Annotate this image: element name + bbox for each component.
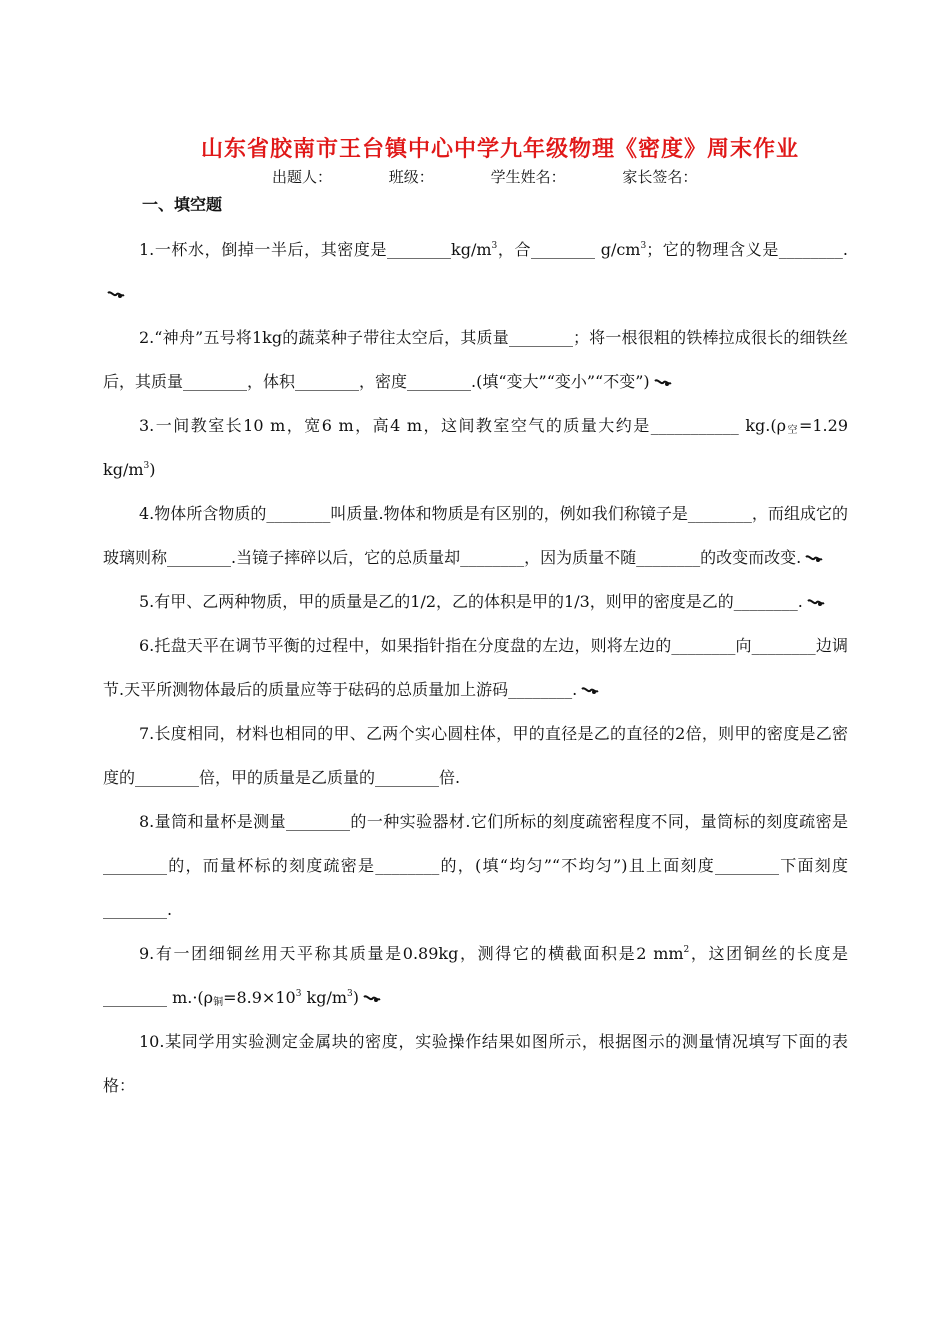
question-10-text: 10.某同学用实验测定金属块的密度，实验操作结果如图所示，根据图示的测量情况填写下面的表格： <box>103 1032 848 1095</box>
question-1 <box>103 228 848 316</box>
meta-row <box>272 166 749 187</box>
question-4 <box>103 492 848 580</box>
question-3-text-e: ) <box>149 460 156 479</box>
question-9-text-a: 9.有一团细铜丝用天平称其质量是0.89kg，测得它的横截面积是2 mm <box>139 944 684 963</box>
question-8-text: 8.量筒和量杯是测量________的一种实验器材.它们所标的刻度疏密程度不同，量筒标的刻度疏密是________的，而量杯标的刻度疏密是________的，(填“均匀”“不均匀”)且上面刻度________下面刻度________. <box>103 812 848 919</box>
scribble-mark-icon <box>807 598 825 608</box>
scribble-mark-icon <box>363 994 381 1004</box>
question-9-text-e: =8.9×10 <box>223 988 296 1007</box>
question-9-text-c: ，这团铜丝的长度是________ m.·(ρ <box>103 944 848 1007</box>
question-9-sup-1: 2 <box>683 945 690 955</box>
question-list <box>103 228 848 1108</box>
question-9 <box>103 932 848 1020</box>
setter-label: 出题人： <box>272 168 333 186</box>
scribble-mark-icon <box>581 686 599 696</box>
question-5-text: 5.有甲、乙两种物质，甲的质量是乙的1/2，乙的体积是甲的1/3，则甲的密度是乙的________. <box>139 592 803 611</box>
question-5 <box>103 580 848 624</box>
question-7-text: 7.长度相同，材料也相同的甲、乙两个实心圆柱体，甲的直径是乙的直径的2倍，则甲的密度是乙密度的________倍，甲的质量是乙质量的________倍. <box>103 724 848 787</box>
question-9-sup-3: 3 <box>347 989 353 999</box>
question-6-text: 6.托盘天平在调节平衡的过程中，如果指针指在分度盘的左边，则将左边的________向________边调节.天平所测物体最后的质量应等于砝码的总质量加上游码________. <box>103 636 848 699</box>
scribble-mark-icon <box>805 554 823 564</box>
parent-signature-label: 家长签名： <box>622 168 698 186</box>
question-1-sup-2: 3 <box>640 241 647 251</box>
class-label: 班级： <box>388 168 434 186</box>
scribble-mark-icon <box>654 378 672 388</box>
question-9-sup-2: 3 <box>295 989 302 999</box>
question-2-text: 2.“神舟”五号将1kg的蔬菜种子带往太空后，其质量________；将一根很粗的铁棒拉成很长的细铁丝后，其质量________，体积________，密度________.(填“变大”“变小”“不变”) <box>103 328 848 391</box>
question-3-sup: 3 <box>143 461 150 471</box>
section-heading: 一、填空题 <box>142 195 223 214</box>
question-6 <box>103 624 848 712</box>
question-4-text: 4.物体所含物质的________叫质量.物体和物质是有区别的，例如我们称镜子是________，而组成它的玻璃则称________.当镜子摔碎以后，它的总质量却________，因为质量不随________的改变而改变. <box>103 504 848 567</box>
question-7 <box>103 712 848 800</box>
question-3-text-a: 3.一间教室长10 m，宽6 m，高4 m，这间教室空气的质量大约是___________ kg.(ρ <box>139 416 786 435</box>
question-1-sup-1: 3 <box>491 241 498 251</box>
question-3-sub: 空 <box>786 425 799 436</box>
question-1-text-e: ；它的物理含义是________. <box>646 240 848 259</box>
question-3 <box>103 404 848 492</box>
question-2 <box>103 316 848 404</box>
question-8 <box>103 800 848 932</box>
student-name-label: 学生姓名： <box>490 168 566 186</box>
page-title: 山东省胶南市王台镇中心中学九年级物理《密度》周末作业 <box>200 137 799 162</box>
question-10 <box>103 1020 848 1108</box>
question-3-text-c: =1.29 kg/m <box>103 416 848 479</box>
scribble-mark-icon <box>107 290 125 300</box>
question-1-text-c: ，合________ g/cm <box>497 240 641 259</box>
question-9-text-g: kg/m <box>301 988 348 1007</box>
question-9-text-i: ) <box>352 988 360 1007</box>
question-9-sub: 铜 <box>213 997 224 1008</box>
question-1-text-a: 1.一杯水，倒掉一半后，其密度是________kg/m <box>139 240 492 259</box>
